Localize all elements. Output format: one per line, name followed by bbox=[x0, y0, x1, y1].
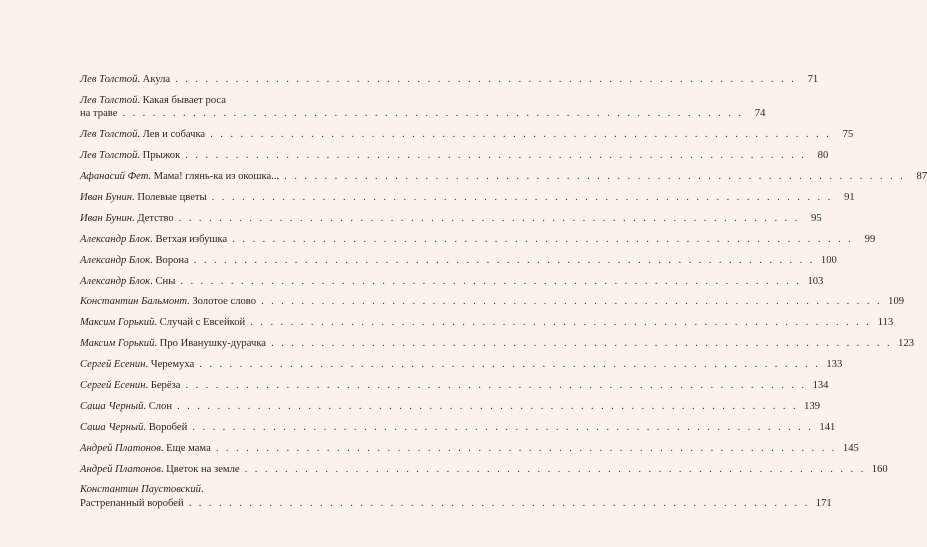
toc-page-number: 71 bbox=[807, 74, 819, 85]
dot-leader: . . . . . . . . . . . . . . . . . . . . . . . . . . . . . . . . . . . . . . . . . . . . . . . . . . . . . . . . . . . . . . bbox=[206, 191, 833, 203]
toc-author: Иван Бунин bbox=[80, 191, 133, 203]
toc-page-number: 113 bbox=[877, 317, 894, 329]
toc-entry-text: Константин Бальмонт. Золотое слово . . . . . . . . . . . . . . . . . . . . . . . . . . . . . . . . . . . . . . . . . . . . . . . . . . . . . . . . . . . . . . bbox=[80, 296, 883, 308]
dot-leader: . . . . . . . . . . . . . . . . . . . . . . . . . . . . . . . . . . . . . . . . . . . . . . . . . . . . . . . . . . . . . . bbox=[194, 359, 821, 371]
dot-leader: . . . . . . . . . . . . . . . . . . . . . . . . . . . . . . . . . . . . . . . . . . . . . . . . . . . . . . . . . . . . . . bbox=[279, 171, 906, 183]
toc-entry-text: Константин Паустовский. Растрепанный воробей . . . . . . . . . . . . . . . . . . . . . . . . . . . . . . . . . . . . . . . . . . . . . . . . . . . . . . . . . . . . . . bbox=[80, 484, 810, 509]
toc-page-number: 139 bbox=[804, 400, 821, 412]
dot-leader: . . . . . . . . . . . . . . . . . . . . . . . . . . . . . . . . . . . . . . . . . . . . . . . . . . . . . . . . . . . . . . bbox=[180, 150, 807, 162]
toc-author: Саша Черный bbox=[80, 400, 144, 412]
toc-title: Про Иванушку-дурачка bbox=[159, 338, 267, 350]
toc-title: Прыжок bbox=[142, 150, 181, 162]
dot-leader: . . . . . . . . . . . . . . . . . . . . . . . . . . . . . . . . . . . . . . . . . . . . . . . . . . . . . . . . . . . . . . bbox=[266, 338, 893, 350]
dot-leader: . . . . . . . . . . . . . . . . . . . . . . . . . . . . . . . . . . . . . . . . . . . . . . . . . . . . . . . . . . . . . . bbox=[205, 129, 832, 141]
toc-author: Константин Бальмонт bbox=[80, 296, 188, 308]
toc-entry-text: Лев Толстой. Акула . . . . . . . . . . . . . . . . . . . . . . . . . . . . . . . . . . . . . . . . . . . . . . . . . . . . . . . . . . . . . . bbox=[80, 74, 797, 85]
toc-author: Александр Блок bbox=[80, 233, 151, 245]
toc-entry-text: Лев Толстой. Лев и собачка . . . . . . . . . . . . . . . . . . . . . . . . . . . . . . . . . . . . . . . . . . . . . . . . . . . . . . . . . . . . . . bbox=[80, 129, 832, 141]
toc-entry[interactable] bbox=[80, 337, 915, 351]
dot-leader: . . . . . . . . . . . . . . . . . . . . . . . . . . . . . . . . . . . . . . . . . . . . . . . . . . . . . . . . . . . . . . bbox=[173, 212, 800, 224]
toc-author: Александр Блок bbox=[80, 275, 151, 287]
toc-page-number: 141 bbox=[819, 421, 836, 433]
toc-entry-text: Афанасий Фет. Мама! глянь-ка из окошка... . . . . . . . . . . . . . . . . . . . . . . . . . . . . . . . . . . . . . . . . . . . . . . . . . . . . . . . . . . . . . . bbox=[80, 171, 906, 183]
toc-author: Андрей Платонов bbox=[80, 463, 161, 475]
toc-entry[interactable] bbox=[80, 275, 824, 289]
toc-page-number: 91 bbox=[844, 191, 855, 203]
toc-title: на траве bbox=[80, 108, 118, 120]
toc-entry-text: Лев Толстой. Прыжок . . . . . . . . . . . . . . . . . . . . . . . . . . . . . . . . . . . . . . . . . . . . . . . . . . . . . . . . . . . . . . bbox=[80, 150, 807, 162]
dot-leader: . . . . . . . . . . . . . . . . . . . . . . . . . . . . . . . . . . . . . . . . . . . . . . . . . . . . . . . . . . . . . . bbox=[188, 254, 815, 266]
toc-entry[interactable] bbox=[80, 421, 836, 435]
toc-entry[interactable] bbox=[80, 316, 894, 330]
toc-entry[interactable] bbox=[80, 94, 766, 121]
toc-title: Акула bbox=[142, 74, 171, 85]
toc-entry-text: Лев Толстой. Какая бывает роса на траве . . . . . . . . . . . . . . . . . . . . . . . . . . . . . . . . . . . . . . . . . . . . . . . . . . . . . . . . . . . . . . bbox=[80, 94, 744, 120]
dot-leader: . . . . . . . . . . . . . . . . . . . . . . . . . . . . . . . . . . . . . . . . . . . . . . . . . . . . . . . . . . . . . . bbox=[239, 463, 866, 475]
toc-author: Максим Горький bbox=[80, 317, 155, 329]
toc-title: Слон bbox=[148, 400, 173, 412]
toc-title: Детство bbox=[137, 212, 174, 224]
toc-author: Константин Паустовский bbox=[80, 484, 201, 496]
toc-page-number: 75 bbox=[842, 129, 854, 141]
toc-entry-text: Саша Черный. Слон . . . . . . . . . . . . . . . . . . . . . . . . . . . . . . . . . . . . . . . . . . . . . . . . . . . . . . . . . . . . . . bbox=[80, 400, 799, 412]
toc-title: Полевые цветы bbox=[137, 191, 207, 203]
toc-title: Черемуха bbox=[150, 359, 195, 371]
toc-author: Сергей Есенин bbox=[80, 359, 146, 371]
toc-entry-text: Сергей Есенин. Черемуха . . . . . . . . . . . . . . . . . . . . . . . . . . . . . . . . . . . . . . . . . . . . . . . . . . . . . . . . . . . . . . bbox=[80, 359, 821, 371]
toc-entry[interactable] bbox=[80, 212, 822, 226]
toc-author: Лев Толстой bbox=[80, 94, 138, 106]
dot-leader: . . . . . . . . . . . . . . . . . . . . . . . . . . . . . . . . . . . . . . . . . . . . . . . . . . . . . . . . . . . . . . bbox=[256, 296, 883, 308]
toc-page-number: 74 bbox=[754, 108, 766, 120]
toc-author: Сергей Есенин bbox=[80, 379, 146, 391]
dot-leader: . . . . . . . . . . . . . . . . . . . . . . . . . . . . . . . . . . . . . . . . . . . . . . . . . . . . . . . . . . . . . . bbox=[183, 497, 810, 509]
toc-title: Какая бывает роса bbox=[142, 94, 226, 106]
toc-entry[interactable] bbox=[80, 170, 927, 184]
toc-author: Иван Бунин bbox=[80, 212, 133, 224]
toc-page-number: 95 bbox=[811, 212, 822, 224]
toc-title: Растрепанный воробей bbox=[80, 497, 184, 509]
toc-entry-text: Андрей Платонов. Цветок на земле . . . . . . . . . . . . . . . . . . . . . . . . . . . . . . . . . . . . . . . . . . . . . . . . . . . . . . . . . . . . . . bbox=[80, 463, 866, 475]
toc-author: Андрей Платонов bbox=[80, 442, 161, 454]
toc-entry[interactable] bbox=[80, 463, 888, 477]
toc-entry-text: Александр Блок. Ветхая избушка . . . . . . . . . . . . . . . . . . . . . . . . . . . . . . . . . . . . . . . . . . . . . . . . . . . . . . . . . . . . . . bbox=[80, 233, 854, 245]
toc-title: Ворона bbox=[155, 254, 189, 266]
toc-title: Берёза bbox=[150, 379, 181, 391]
toc-page-number: 109 bbox=[888, 296, 905, 308]
toc-title: Сны bbox=[155, 275, 176, 287]
toc-title: Ветхая избушка bbox=[155, 233, 228, 245]
toc-author: Александр Блок bbox=[80, 254, 151, 266]
toc-page-number: 160 bbox=[871, 463, 888, 475]
toc-page-number: 99 bbox=[864, 233, 876, 245]
toc-entry[interactable] bbox=[80, 358, 843, 372]
dot-leader: . . . . . . . . . . . . . . . . . . . . . . . . . . . . . . . . . . . . . . . . . . . . . . . . . . . . . . . . . . . . . . bbox=[227, 233, 854, 245]
toc-entry[interactable] bbox=[80, 73, 819, 87]
toc-entry[interactable] bbox=[80, 128, 854, 142]
toc-author: Лев Толстой bbox=[80, 74, 138, 85]
toc-title: Цветок на земле bbox=[166, 463, 240, 475]
dot-leader: . . . . . . . . . . . . . . . . . . . . . . . . . . . . . . . . . . . . . . . . . . . . . . . . . . . . . . . . . . . . . . bbox=[210, 442, 837, 454]
toc-entry[interactable] bbox=[80, 483, 832, 510]
dot-leader: . . . . . . . . . . . . . . . . . . . . . . . . . . . . . . . . . . . . . . . . . . . . . . . . . . . . . . . . . . . . . . bbox=[187, 421, 814, 433]
toc-title: Мама! глянь-ка из окошка... bbox=[153, 171, 280, 183]
toc-entry-text: Саша Черный. Воробей . . . . . . . . . . . . . . . . . . . . . . . . . . . . . . . . . . . . . . . . . . . . . . . . . . . . . . . . . . . . . . bbox=[80, 421, 814, 433]
toc-title: Золотое слово bbox=[192, 296, 257, 308]
toc-title: Случай с Евсейкой bbox=[159, 317, 246, 329]
toc-page-number: 100 bbox=[820, 254, 837, 266]
table-of-contents bbox=[80, 73, 927, 518]
toc-page-number: 103 bbox=[807, 275, 824, 287]
dot-leader: . . . . . . . . . . . . . . . . . . . . . . . . . . . . . . . . . . . . . . . . . . . . . . . . . . . . . . . . . . . . . . bbox=[180, 379, 807, 391]
toc-page-number: 134 bbox=[812, 379, 829, 391]
toc-entry-text: Сергей Есенин. Берёза . . . . . . . . . . . . . . . . . . . . . . . . . . . . . . . . . . . . . . . . . . . . . . . . . . . . . . . . . . . . . . bbox=[80, 379, 807, 391]
toc-entry[interactable] bbox=[80, 254, 837, 268]
toc-author: Лев Толстой bbox=[80, 150, 138, 162]
dot-leader: . . . . . . . . . . . . . . . . . . . . . . . . . . . . . . . . . . . . . . . . . . . . . . . . . . . . . . . . . . . . . . bbox=[172, 400, 799, 412]
toc-title: Воробей bbox=[148, 421, 188, 433]
toc-page-number: 171 bbox=[815, 497, 832, 509]
toc-entry[interactable] bbox=[80, 295, 905, 309]
toc-page-number: 145 bbox=[842, 442, 859, 454]
toc-entry-text: Андрей Платонов. Еще мама . . . . . . . . . . . . . . . . . . . . . . . . . . . . . . . . . . . . . . . . . . . . . . . . . . . . . . . . . . . . . . bbox=[80, 442, 837, 454]
toc-author: Саша Черный bbox=[80, 421, 144, 433]
toc-entry-text: Иван Бунин. Полевые цветы . . . . . . . . . . . . . . . . . . . . . . . . . . . . . . . . . . . . . . . . . . . . . . . . . . . . . . . . . . . . . . bbox=[80, 191, 833, 203]
dot-leader: . . . . . . . . . . . . . . . . . . . . . . . . . . . . . . . . . . . . . . . . . . . . . . . . . . . . . . . . . . . . . . bbox=[117, 108, 744, 120]
toc-entry[interactable] bbox=[80, 233, 876, 247]
toc-entry[interactable] bbox=[80, 400, 821, 414]
toc-entry-text: Максим Горький. Про Иванушку-дурачка . . . . . . . . . . . . . . . . . . . . . . . . . . . . . . . . . . . . . . . . . . . . . . . . . . . . . . . . . . . . . . bbox=[80, 338, 893, 350]
toc-entry-text: Максим Горький. Случай с Евсейкой . . . . . . . . . . . . . . . . . . . . . . . . . . . . . . . . . . . . . . . . . . . . . . . . . . . . . . . . . . . . . . bbox=[80, 317, 872, 329]
toc-title: Лев и собачка bbox=[142, 129, 206, 141]
toc-author: Афанасий Фет bbox=[80, 171, 149, 183]
toc-entry[interactable] bbox=[80, 379, 829, 393]
toc-page-number: 87 bbox=[916, 171, 927, 183]
toc-page-number: 123 bbox=[898, 338, 915, 350]
toc-entry[interactable] bbox=[80, 149, 829, 163]
toc-page-number: 80 bbox=[817, 150, 829, 162]
dot-leader: . . . . . . . . . . . . . . . . . . . . . . . . . . . . . . . . . . . . . . . . . . . . . . . . . . . . . . . . . . . . . . bbox=[245, 317, 872, 329]
toc-entry[interactable] bbox=[80, 442, 859, 456]
dot-leader: . . . . . . . . . . . . . . . . . . . . . . . . . . . . . . . . . . . . . . . . . . . . . . . . . . . . . . . . . . . . . . bbox=[170, 74, 797, 85]
toc-entry-text: Александр Блок. Сны . . . . . . . . . . . . . . . . . . . . . . . . . . . . . . . . . . . . . . . . . . . . . . . . . . . . . . . . . . . . . . bbox=[80, 275, 802, 287]
toc-entry-text: Александр Блок. Ворона . . . . . . . . . . . . . . . . . . . . . . . . . . . . . . . . . . . . . . . . . . . . . . . . . . . . . . . . . . . . . . bbox=[80, 254, 815, 266]
toc-title: Еще мама bbox=[166, 442, 211, 454]
toc-entry-text: Иван Бунин. Детство . . . . . . . . . . . . . . . . . . . . . . . . . . . . . . . . . . . . . . . . . . . . . . . . . . . . . . . . . . . . . . bbox=[80, 212, 800, 224]
toc-author: Максим Горький bbox=[80, 338, 155, 350]
toc-page-number: 133 bbox=[826, 359, 843, 371]
toc-entry[interactable] bbox=[80, 191, 855, 205]
toc-author: Лев Толстой bbox=[80, 129, 138, 141]
dot-leader: . . . . . . . . . . . . . . . . . . . . . . . . . . . . . . . . . . . . . . . . . . . . . . . . . . . . . . . . . . . . . . bbox=[175, 275, 802, 287]
